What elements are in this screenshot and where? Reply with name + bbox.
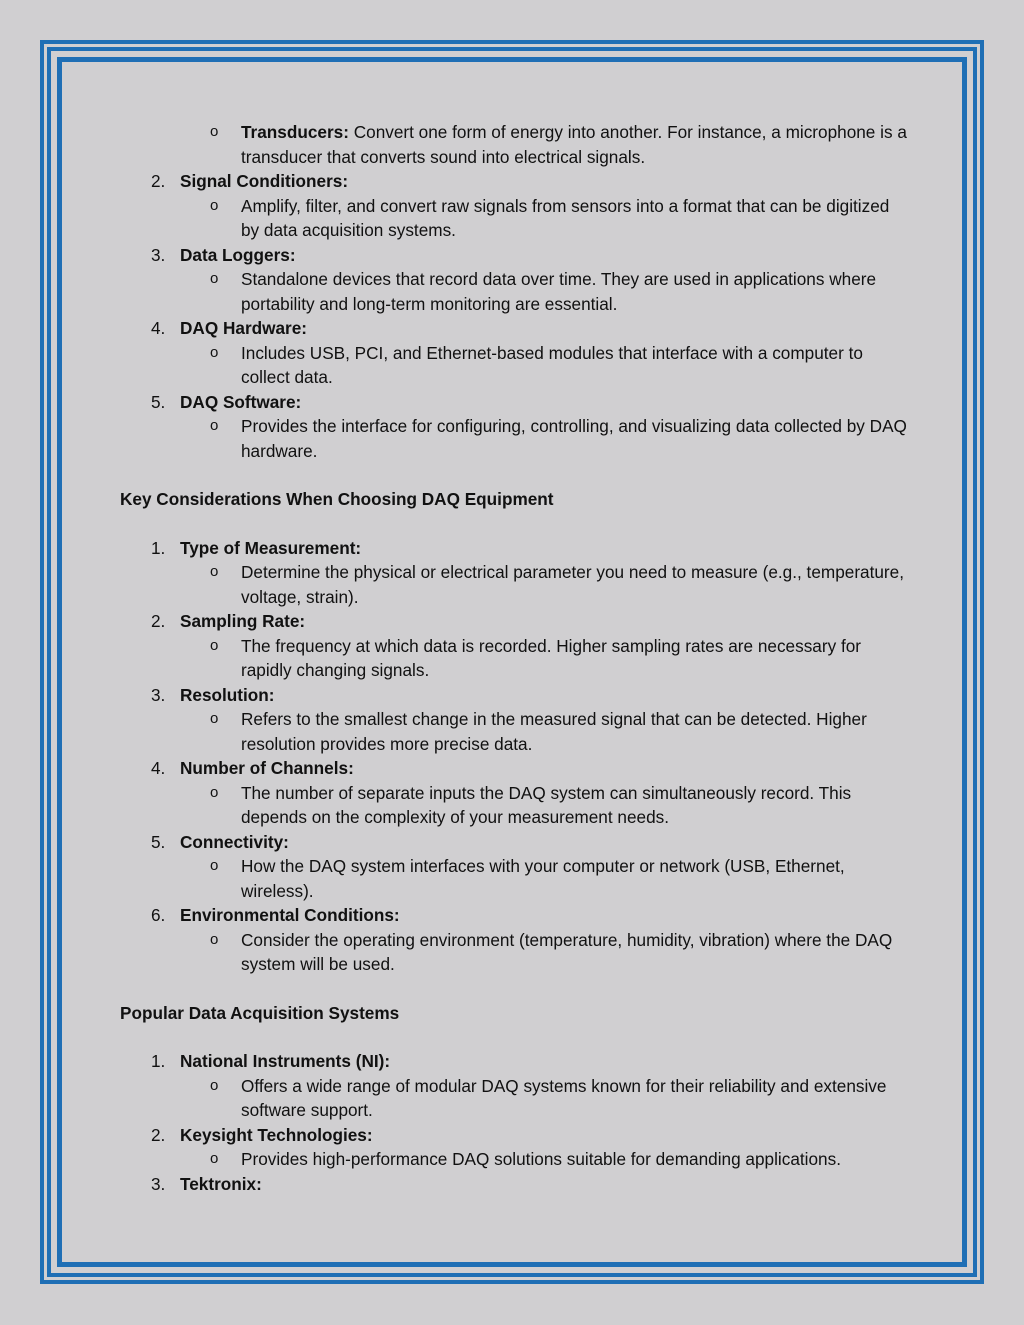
list-item: 3. Tektronix: bbox=[151, 1173, 262, 1194]
bullet-icon: o bbox=[210, 123, 219, 140]
bullet-icon: o bbox=[210, 783, 219, 801]
bullet-icon: o bbox=[210, 636, 219, 654]
list-item-description: o The number of separate inputs the DAQ system can simultaneously record. This depends on the complexity of your measurement needs. bbox=[210, 782, 852, 827]
list-item-description: o Amplify, filter, and convert raw signals from sensors into a format that can be digitized by data acquisition systems. bbox=[210, 195, 890, 240]
list-item: 2. Signal Conditioners: bbox=[151, 171, 349, 191]
list-item: 2. Keysight Technologies: bbox=[151, 1124, 373, 1145]
bullet-icon: o bbox=[210, 1076, 219, 1094]
list-item: 1. National Instruments (NI): bbox=[151, 1051, 391, 1071]
list-item-description: o Determine the physical or electrical parameter you need to measure (e.g., temperature, voltage, strain). bbox=[210, 562, 904, 607]
document-body bbox=[120, 120, 910, 1196]
bullet-icon: o bbox=[210, 196, 219, 214]
list-item: 2. Sampling Rate: bbox=[151, 611, 306, 631]
bullet-icon: o bbox=[210, 417, 219, 434]
bullet-icon: o bbox=[210, 270, 219, 287]
list-item: 3. Resolution: bbox=[151, 684, 275, 705]
list-item: 4. Number of Channels: bbox=[151, 758, 354, 778]
sub-bullet-label: Transducers: bbox=[241, 122, 349, 142]
bullet-icon: o bbox=[210, 563, 219, 580]
list-item-description: o How the DAQ system interfaces with your computer or network (USB, Ethernet, wireless). bbox=[210, 856, 845, 901]
list-item: 3. Data Loggers: bbox=[151, 244, 296, 265]
sub-bullet-text: Convert one form of energy into another. For instance, a microphone is a transducer that converts sound into electrical signals. bbox=[241, 122, 907, 167]
sub-bullet-transducers bbox=[120, 120, 910, 169]
bullet-icon: o bbox=[210, 857, 219, 874]
bullet-icon: o bbox=[210, 1150, 219, 1167]
bullet-icon: o bbox=[210, 343, 219, 361]
list-item: 1. Type of Measurement: bbox=[151, 537, 362, 558]
bullet-icon: o bbox=[210, 930, 219, 948]
list-item-description: o Provides the interface for configuring, controlling, and visualizing data collected by DAQ hardware. bbox=[210, 416, 907, 461]
list-item-description: o Refers to the smallest change in the measured signal that can be detected. Higher resolution provides more precise data. bbox=[210, 709, 867, 754]
list-item: 5. Connectivity: bbox=[151, 831, 289, 852]
section-heading-popular: Popular Data Acquisition Systems bbox=[120, 1002, 400, 1023]
considerations-list bbox=[120, 536, 910, 977]
popular-systems-list bbox=[120, 1049, 910, 1196]
list-item: 5. DAQ Software: bbox=[151, 391, 302, 412]
list-item-description: o Standalone devices that record data over time. They are used in applications where portability and long-term monitoring are essential. bbox=[210, 269, 877, 314]
list-item: 4. DAQ Hardware: bbox=[151, 318, 308, 338]
list-item-description: o Consider the operating environment (temperature, humidity, vibration) where the DAQ system will be used. bbox=[210, 929, 893, 974]
list-item-description: o Includes USB, PCI, and Ethernet-based modules that interface with a computer to collect data. bbox=[210, 342, 863, 387]
bullet-icon: o bbox=[210, 710, 219, 727]
list-item: 6. Environmental Conditions: bbox=[151, 905, 400, 925]
list-item-description: o Provides high-performance DAQ solutions suitable for demanding applications. bbox=[120, 1147, 910, 1172]
list-item-description: o The frequency at which data is recorded. Higher sampling rates are necessary for rapidly changing signals. bbox=[210, 635, 862, 680]
components-list bbox=[120, 169, 910, 463]
list-item-description: o Offers a wide range of modular DAQ systems known for their reliability and extensive software support. bbox=[210, 1075, 887, 1120]
section-heading-considerations: Key Considerations When Choosing DAQ Equipment bbox=[120, 489, 554, 509]
